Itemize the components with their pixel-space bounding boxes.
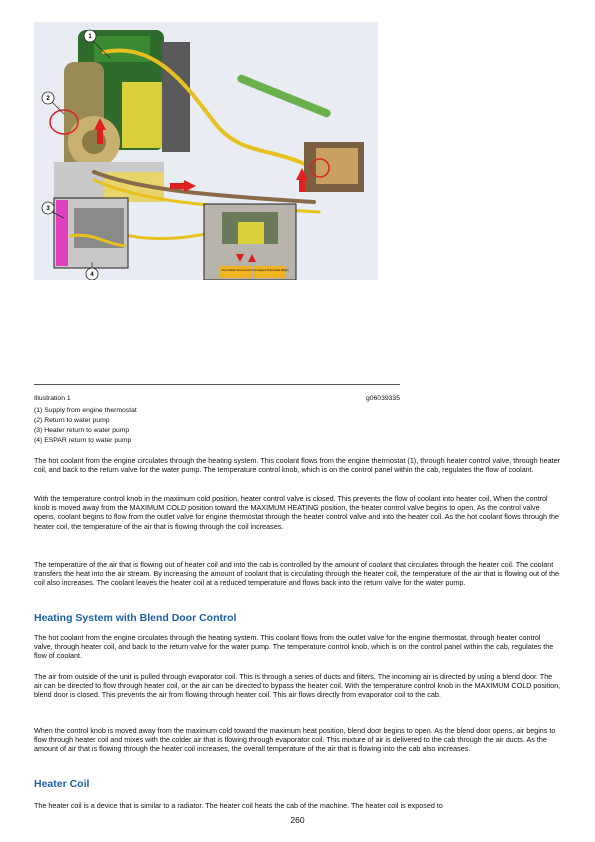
illustration-label: Illustration 1 [34, 395, 71, 402]
paragraph: When the control knob is moved away from the maximum cold toward the maximum heat position, blend door begins to open. As the blend door opens, air begins to flow through heater coil and mixes with the colder air that is flowing through evaporator coil. This mixture of air is delivered to the cab through the air ducts. As the amount of air that is flowing through the heater coil increases, the overall temperature of the air that is flowing into the cab also increases. [34, 726, 556, 754]
callout-4: 4 [90, 272, 94, 278]
inset-label-left: Out to Water Pump (Left) [221, 269, 251, 272]
inset-thermostat [204, 204, 296, 280]
paragraph: With the temperature control knob in the maximum cold position, heater control valve is closed. This prevents the flow of coolant into heater coil. When the control knob is moved away from the MAXIMUM COLD position toward the MAXIMUM HEATING position, the heater control valve begins to open. As the control valve opens, coolant begins to flow from the outlet valve for engine thermostat through the heater control valve and into the heater coil. As the hot coolant flows through the heater coil, the temperature of the air that is flowing through the coil increases. [34, 494, 560, 531]
paragraph: The air from outside of the unit is pulled through evaporator coil. This is through a series of ducts and filters. The incoming air is directed by using a blend door. The air can be directed to flow through heater coil, or the air can be directed to bypass the heater coil. With the temperature control knob in the MAXIMUM COLD position, blend door is closed. This prevents the air from flowing through heater coil. This air flows directly from evaporator coil to the cab. [34, 672, 561, 700]
inset-heater-return [54, 198, 128, 268]
paragraph: The hot coolant from the engine circulates through the heating system. This coolant flows from the engine thermostat (1), through heater control valve, through heater coil, and back to the return valve for the water pump. The temperature control knob, which is on the control panel within the cab, regulates the flow of coolant. [34, 456, 561, 475]
illustration-legend [34, 406, 137, 446]
inset-label-right: From Engine Thermostat (Right) [251, 269, 289, 272]
paragraph: The heater coil is a device that is similar to a radiator. The heater coil heats the cab of the machine. The heater coil is exposed to [34, 801, 443, 810]
heater-unit [304, 142, 364, 192]
legend-item: (3) Heater return to water pump [34, 427, 130, 434]
illustration-code: g06039335 [365, 395, 400, 402]
caption-rule [34, 384, 400, 385]
legend-item: (1) Supply from engine thermostat [34, 407, 137, 414]
callout-2: 2 [46, 96, 50, 102]
paragraph: The hot coolant from the engine circulates through the heating system. This coolant flows from the outlet valve for the engine thermostat, through heater control valve, through heater coil, and back to the return valve for the water pump. The temperature control knob, which is on the control panel within the cab, regulates the flow of coolant. [34, 633, 554, 661]
engine-diagram [34, 22, 378, 280]
heating-system-illustration [34, 22, 378, 280]
callout-3: 3 [46, 206, 50, 212]
section-heading: Heating System with Blend Door Control [34, 612, 237, 624]
page-number: 260 [290, 815, 305, 825]
legend-item: (4) ESPAR return to water pump [34, 437, 132, 444]
paragraph: The temperature of the air that is flowing out of heater coil and into the cab is controlled by the amount of coolant that circulates through the heater coil. The coolant transfers the heat into the air stream. By increasing the amount of coolant that is circulating through the heater coil, the temperature of the air that is flowing out of the coil also increases. The coolant leaves the heater coil at a reduced temperature and flows back into the return valve for the water pump. [34, 560, 559, 588]
callout-1: 1 [88, 34, 92, 40]
legend-item: (2) Return to water pump [34, 417, 110, 424]
section-heading: Heater Coil [34, 778, 90, 790]
